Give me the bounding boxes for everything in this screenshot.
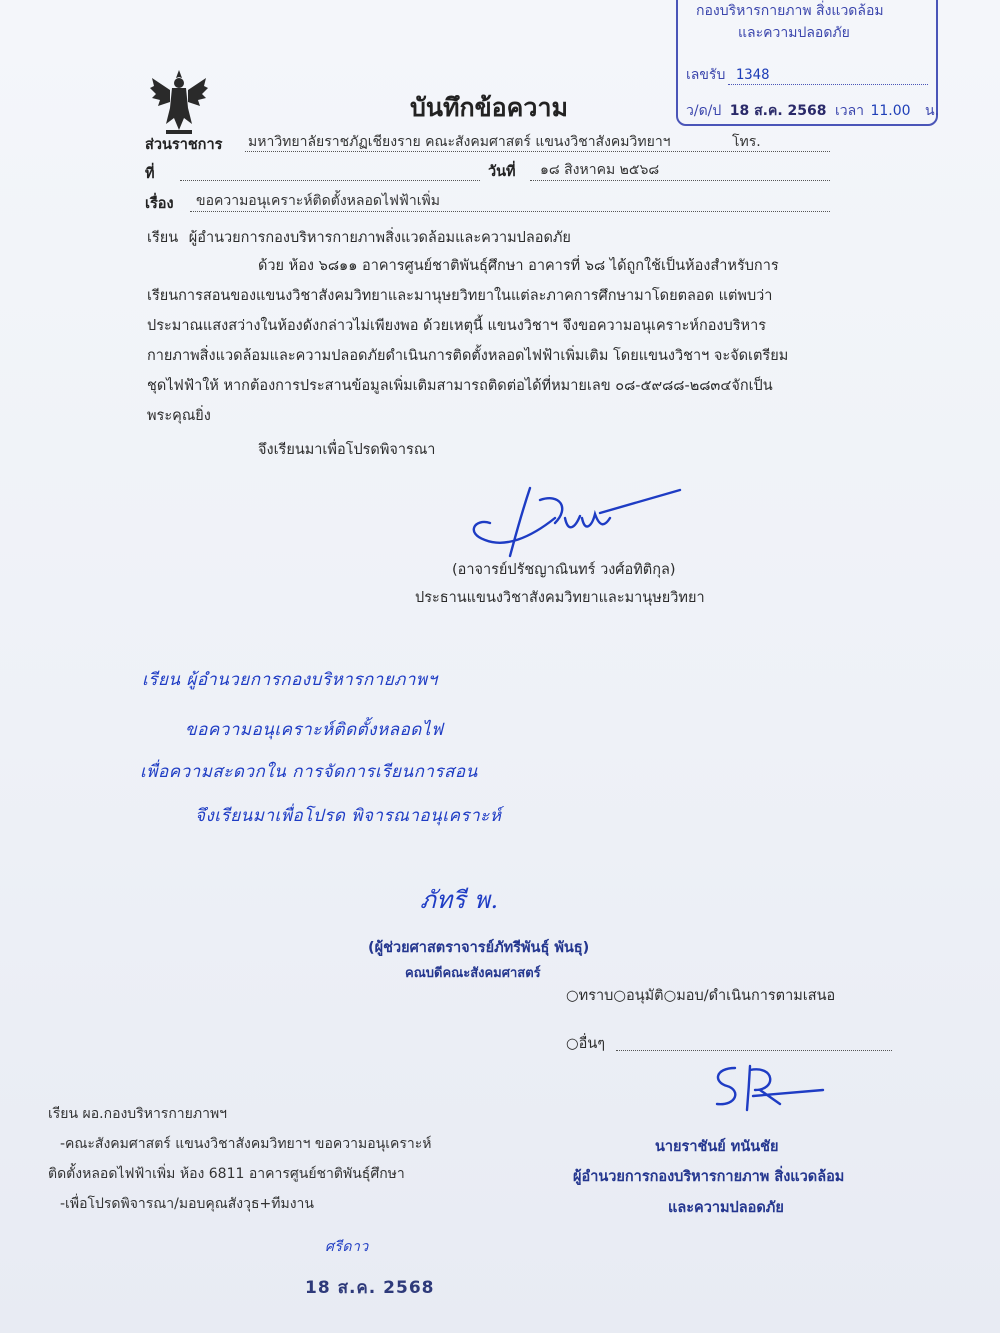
dean-signature: ภัทรี พ. (420, 886, 499, 914)
stamp-time-label: เวลา (834, 103, 865, 119)
stamp-date-row (686, 100, 939, 122)
dean-name: (ผู้ช่วยศาสตราจารย์ภัทรีพันธุ์ พันธุ) (368, 940, 590, 956)
department-value: มหาวิทยาลัยราชภัฏเชียงราย คณะสังคมศาสตร์ แขนงวิชาสังคมวิทยาฯ (248, 134, 671, 150)
garuda-emblem-icon (148, 68, 210, 138)
dean-title: คณบดีคณะสังคมศาสตร์ (405, 966, 541, 981)
routing-note-line-3: ติดตั้งหลอดไฟฟ้าเพิ่ม ห้อง 6811 อาคารศูนย์ชาติพันธุ์ศึกษา (48, 1166, 405, 1182)
receipt-stamp (676, 0, 938, 126)
dean-note-line-1: เรียน ผู้อำนวยการกองบริหารกายภาพฯ (142, 670, 438, 690)
stamp-receive-label: เลขรับ (686, 67, 726, 83)
department-dotline (245, 151, 830, 152)
stamp-office-line2: และความปลอดภัย (738, 25, 850, 41)
dean-note-line-3: เพื่อความสะดวกใน การจัดการเรียนการสอน (140, 762, 478, 782)
reference-number-dotline (180, 180, 480, 181)
director-title-line2: และความปลอดภัย (668, 1200, 784, 1216)
routing-note-date-stamp: 18 ส.ค. 2568 (305, 1278, 435, 1298)
body-line-4: กายภาพสิ่งแวดล้อมและความปลอดภัยดำเนินการติดตั้งหลอดไฟฟ้าเพิ่มเติม โดยแขนงวิชาฯ จะจัดเตรียม (147, 348, 789, 364)
other-option-dotline (616, 1050, 892, 1051)
stamp-time-unit: น. (925, 103, 940, 119)
stamp-receive-number: 1348 (735, 67, 770, 83)
director-name: นายราชันย์ ทนันชัย (655, 1139, 779, 1155)
salutation-label: เรียน (147, 230, 179, 246)
department-label: ส่วนราชการ (145, 137, 223, 153)
action-options: ○ทราบ○อนุมัติ○มอบ/ดำเนินการตามเสนอ (566, 988, 836, 1004)
dean-note-line-4: จึงเรียนมาเพื่อโปรด พิจารณาอนุเคราะห์ (195, 806, 502, 826)
routing-note-line-1: เรียน ผอ.กองบริหารกายภาพฯ (48, 1106, 228, 1122)
subject-dotline (190, 211, 830, 212)
stamp-receive-row (686, 64, 770, 86)
body-line-5: ชุดไฟฟ้าให้ หากต้องการประสานข้อมูลเพิ่มเติมสามารถติดต่อได้ที่หมายเลข ๐๘-๕๙๘๘-๒๘๓๔จักเป็น (147, 378, 773, 394)
stamp-date-value: 18 ส.ค. 2568 (729, 103, 827, 119)
salutation (147, 224, 571, 253)
dean-note-line-2: ขอความอนุเคราะห์ติดตั้งหลอดไฟ (185, 720, 444, 740)
body-line-2: เรียนการสอนของแขนงวิชาสังคมวิทยาและมานุษยวิทยาในแต่ละภาคการศึกษามาโดยตลอด แต่พบว่า (147, 288, 773, 304)
director-signature (705, 1060, 835, 1115)
memo-title: บันทึกข้อความ (410, 93, 568, 122)
telephone-label: โทร. (732, 134, 761, 150)
date-dotline (530, 180, 830, 181)
salutation-recipient: ผู้อำนวยการกองบริหารกายภาพสิ่งแวดล้อมและความปลอดภัย (188, 230, 571, 246)
stamp-receive-dotline (728, 84, 928, 85)
routing-note-initials: ศรีดาว (325, 1239, 369, 1255)
signer-signature (460, 478, 690, 568)
body-line-6: พระคุณยิ่ง (147, 408, 211, 424)
signer-name: (อาจารย์ปรัชญาณินทร์ วงศ์อทิติกุล) (452, 562, 676, 578)
stamp-date-label: ว/ด/ป (686, 103, 722, 119)
routing-note-line-2: -คณะสังคมศาสตร์ แขนงวิชาสังคมวิทยาฯ ขอความอนุเคราะห์ (60, 1136, 432, 1152)
other-option-label: ○อื่นๆ (566, 1036, 606, 1052)
closing-line: จึงเรียนมาเพื่อโปรดพิจารณา (258, 442, 436, 458)
subject-value: ขอความอนุเคราะห์ติดตั้งหลอดไฟฟ้าเพิ่ม (196, 193, 440, 209)
date-value: ๑๘ สิงหาคม ๒๕๖๘ (540, 162, 660, 178)
reference-number-label: ที่ (145, 166, 155, 182)
signer-title: ประธานแขนงวิชาสังคมวิทยาและมานุษยวิทยา (415, 590, 705, 606)
date-label: วันที่ (488, 164, 516, 180)
body-line-3: ประมาณแสงสว่างในห้องดังกล่าวไม่เพียงพอ ด้วยเหตุนี้ แขนงวิชาฯ จึงขอความอนุเคราะห์กองบริหาร (147, 318, 766, 334)
routing-note-line-4: -เพื่อโปรดพิจารณา/มอบคุณสังวุธ+ทีมงาน (60, 1196, 314, 1212)
director-title-line1: ผู้อำนวยการกองบริหารกายภาพ สิ่งแวดล้อม (573, 1169, 845, 1185)
body-line-1: ด้วย ห้อง ๖๘๑๑ อาคารศูนย์ชาติพันธุ์ศึกษา อาคารที่ ๖๘ ได้ถูกใช้เป็นห้องสำหรับการ (258, 258, 779, 274)
stamp-time-value: 11.00 (870, 103, 911, 119)
stamp-office-line1: กองบริหารกายภาพ สิ่งแวดล้อม (696, 3, 884, 19)
subject-label: เรื่อง (145, 196, 174, 212)
